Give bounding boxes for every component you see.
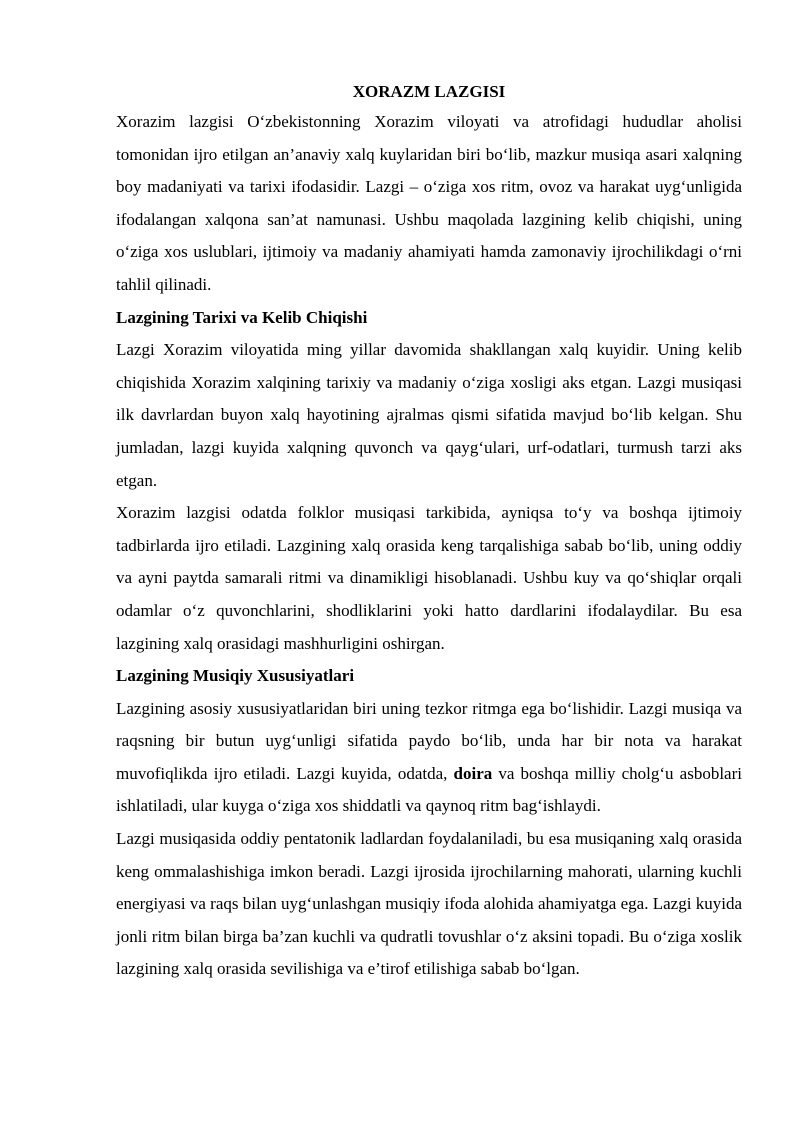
section-heading-musical-features: Lazgining Musiqiy Xususiyatlari [116,666,355,686]
features-paragraph-2: Lazgi musiqasida oddiy pentatonik ladlardan foydalaniladi, bu esa musiqaning xalq orasida keng ommalashishiga imkon beradi. Lazgi ijrosida ijrochilarning mahorati, ularning kuchli energiyasi va raqs bilan uyg‘unlashgan musiqiy ifoda alohida ahamiyatga ega. Lazgi kuyida jonli ritm bilan birga ba’zan kuchli va qudratli tovushlar o‘z aksini topadi. Bu o‘ziga xoslik lazgining xalq orasida sevilishiga va e’tirof etilishiga sabab bo‘lgan. [116,829,742,979]
bold-term-doira: doira [453,763,493,783]
page-title: XORAZM LAZGISI [352,82,506,101]
features-paragraph-1 [116,693,742,823]
history-paragraph-2: Xorazim lazgisi odatda folklor musiqasi tarkibida, ayniqsa to‘y va boshqa ijtimoiy tadbirlarda ijro etiladi. Lazgining xalq orasida keng tarqalishiga sabab bo‘lib, uning oddiy va ayni paytda samarali ritmi va dinamikligi hisoblanadi. Ushbu kuy va qo‘shiqlar orqali odamlar o‘z quvonchlarini, shodliklarini yoki hatto dardlarini ifodalaydilar. Bu esa lazgining xalq orasidagi mashhurligini oshirgan. [116,503,742,653]
features-paragraph-1-end: va boshqa milliy cholg‘u asboblari ishlatiladi, ular kuyga o‘ziga xos shiddatli va qaynoq ritm bag‘ishlaydi. [116,763,742,816]
history-paragraph-1: Lazgi Xorazim viloyatida ming yillar davomida shakllangan xalq kuyidir. Uning kelib chiqishida Xorazim xalqining tarixiy va madaniy o‘ziga xosligi aks etgan. Lazgi musiqasi ilk davrlardan buyon xalq hayotining ajralmas qismi sifatida mavjud bo‘lib kelgan. Shu jumladan, lazgi kuyida xalqning quvonch va qayg‘ulari, urf-odatlari, turmush tarzi aks etgan. [116,340,742,490]
section-heading-history: Lazgining Tarixi va Kelib Chiqishi [116,307,368,327]
intro-paragraph: Xorazim lazgisi O‘zbekistonning Xorazim viloyati va atrofidagi hududlar aholisi tomonidan ijro etilgan an’anaviy xalq kuylaridan biri bo‘lib, mazkur musiqa asari xalqning boy madaniyati va tarixi ifodasidir. Lazgi – o‘ziga xos ritm, ovoz va harakat uyg‘unligida ifodalangan xalqona san’at namunasi. Ushbu maqolada lazgining kelib chiqishi, uning o‘ziga xos uslublari, ijtimoiy va madaniy ahamiyati hamda zamonaviy ijrochilikdagi o‘rni tahlil qilinadi. [116,112,742,294]
document-body [116,78,742,986]
features-paragraph-1-start: Lazgining asosiy xususiyatlaridan biri uning tezkor ritmga ega bo‘lishidir. Lazgi musiqa va raqsning bir butun uyg‘unligi sifatida paydo bo‘lib, unda har bir nota va harakat muvofiqlikda ijro etiladi. Lazgi kuyida, odatda, [116,698,742,783]
